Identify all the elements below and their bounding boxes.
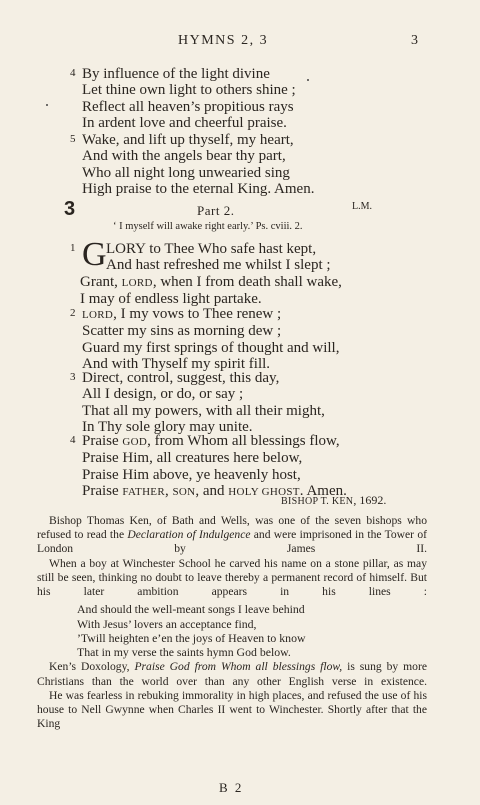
author-name: BISHOP T. KEN (281, 496, 354, 507)
page-number: 3 (411, 33, 418, 48)
verse-line-part: , (164, 482, 173, 499)
hymn3-verse3 (70, 370, 325, 435)
verse-line: I may of endless light partake. (80, 290, 262, 307)
verse-line: And with Thyself my spirit fill. (82, 355, 271, 372)
hymn3-verse4 (70, 433, 347, 500)
verse-number: 5 (70, 133, 76, 145)
verse-number: 4 (70, 67, 76, 79)
quoted-verse (77, 602, 427, 659)
note-paragraph (37, 660, 427, 688)
note-paragraph: He was fearless in rebuking immorality in high places, and refused the use of his house to Nell Gwynne when Charles II went to Winchester. Shortly after that the King (37, 688, 427, 731)
note-text: and were imprisoned in the Tower of London by James II. (37, 528, 427, 556)
verse-number: 3 (70, 371, 76, 383)
verse-line: Praise Him, all creatures here below, (82, 450, 303, 467)
running-header (0, 33, 480, 53)
note-italic: Praise God from Whom all blessings flow, (134, 660, 343, 674)
verse-line: Who all night long unwearied sing (82, 164, 290, 181)
margin-mark (46, 104, 48, 106)
note-text: Bishop Thomas Ken, of Bath and Wells, was one of the seven bishops who refused to read the (37, 514, 427, 542)
verse-line-part: . Amen. (299, 482, 347, 499)
verse-line: In Thy sole glory may unite. (82, 418, 253, 435)
note-paragraph: When a boy at Winchester School he carved his name on a stone pillar, as may still be seen, thinking no doubt to leave thereby a permanent record of himself. But his later ambition appears in his lines : (37, 556, 427, 599)
author-date: , 1692. (353, 493, 387, 507)
hymn3-verse2 (70, 306, 339, 372)
verse-line: Guard my first springs of thought and will, (82, 339, 340, 356)
note-text: Ken’s Doxology, (49, 660, 135, 674)
verse-line-part: , I my vows to Thee renew ; (113, 306, 282, 322)
small-caps-word: LORD (121, 276, 153, 289)
quote-line: And should the well-meant songs I leave behind (77, 602, 305, 617)
verse-line-part: , and (195, 482, 229, 499)
hymn-notes (37, 514, 427, 731)
verse-line: In ardent love and cheerful praise. (82, 114, 287, 131)
note-italic: Declaration of Indulgence (127, 528, 251, 542)
verse-line-part: Praise (82, 482, 123, 499)
small-caps-word: FATHER (122, 485, 165, 498)
verse-line: Let thine own light to others shine ; (82, 82, 296, 99)
verse-line: And hast refreshed me whilst I slept ; (106, 257, 331, 274)
verse-line-part: , when I from death shall wake, (152, 273, 342, 290)
verse-line: LORY to Thee Who safe hast kept, (106, 241, 317, 257)
quote-line: ’Twill heighten e’en the joys of Heaven to know (77, 630, 306, 645)
note-text: is sung by more Christians than the world over than any other English verse in existence. (37, 660, 427, 688)
quote-line: That in my verse the saints hymn God below. (77, 645, 291, 660)
running-title: HYMNS 2, 3 (178, 33, 269, 48)
hymn3-verse1 (70, 236, 342, 307)
verse-line: Scatter my sins as morning dew ; (82, 323, 282, 340)
hymn-number: 3 (64, 198, 76, 220)
hymn-part: Part 2. (197, 203, 235, 218)
verse-line-part: Praise (82, 433, 123, 449)
small-caps-word: LORD (82, 309, 114, 321)
verse-number: 2 (70, 307, 76, 319)
verse-number: 4 (70, 434, 76, 446)
verse-line-part: Grant, (80, 273, 122, 290)
small-caps-word: HOLY GHOST (228, 485, 300, 498)
hymn2-verse5 (70, 132, 314, 197)
signature-mark: B 2 (219, 780, 244, 795)
margin-mark (307, 79, 309, 81)
small-caps-word: GOD (122, 436, 148, 448)
verse-line: All I design, or do, or say ; (82, 386, 244, 403)
verse-line: That all my powers, with all their might, (82, 402, 325, 419)
verse-line: Reflect all heaven’s propitious rays (82, 98, 294, 115)
quote-line: With Jesus’ lovers an acceptance find, (77, 616, 257, 631)
hymn-attribution (281, 493, 386, 508)
hymn2-verse4 (70, 66, 296, 131)
verse-line: Wake, and lift up thyself, my heart, (82, 132, 294, 148)
verse-line: Direct, control, suggest, this day, (82, 370, 280, 386)
verse-number: 1 (70, 242, 76, 254)
note-paragraph (37, 514, 427, 557)
verse-line-part: , from Whom all blessings flow, (147, 433, 340, 449)
hymn-epigraph: ‘ I myself will awake right early.’ Ps. cviii. 2. (113, 221, 303, 232)
verse-line: Praise Him above, ye heavenly host, (82, 466, 301, 483)
small-caps-word: SON (172, 485, 196, 498)
drop-cap: G (82, 236, 107, 273)
verse-line: By influence of the light divine (82, 66, 270, 82)
verse-line: And with the angels bear thy part, (82, 148, 286, 165)
hymn-meter: L.M. (352, 201, 372, 212)
verse-line: High praise to the eternal King. Amen. (82, 180, 315, 197)
